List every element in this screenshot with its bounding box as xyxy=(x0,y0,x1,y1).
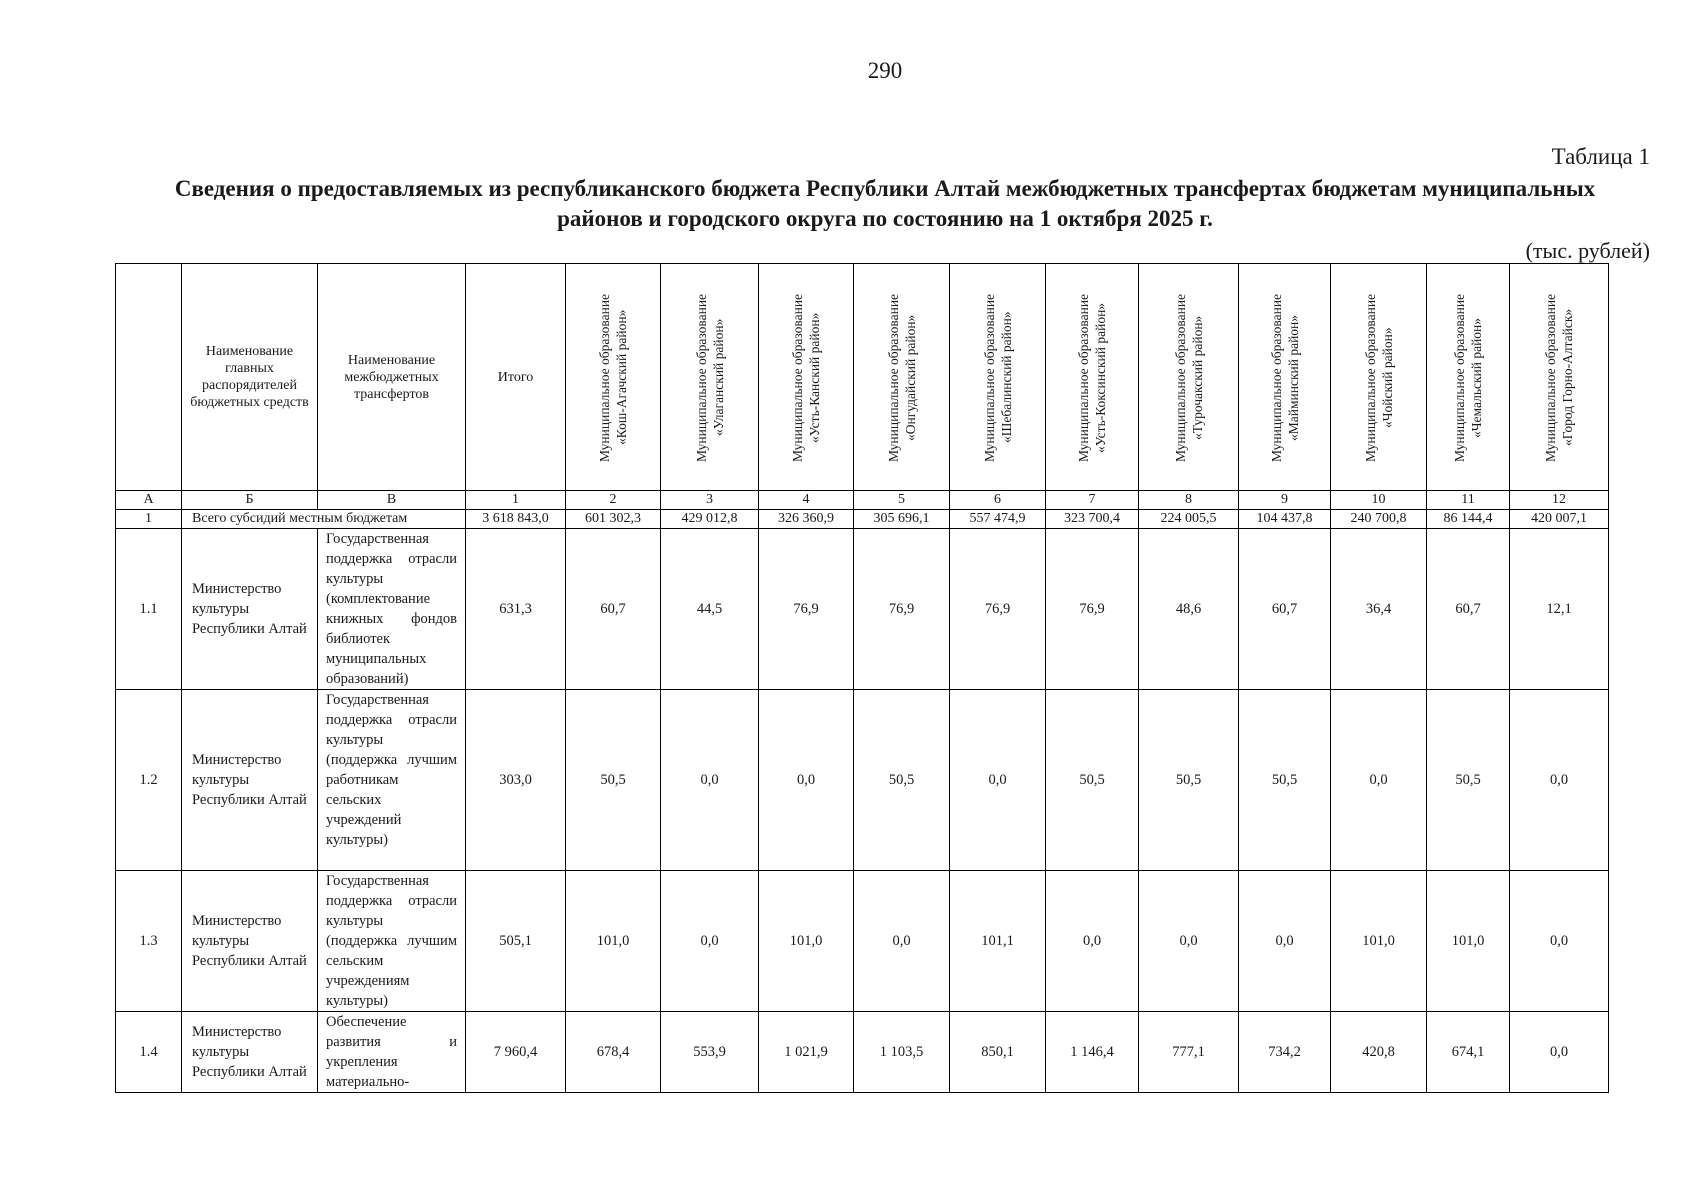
column-index: В xyxy=(318,491,466,510)
cell-value: 1 103,5 xyxy=(854,1012,950,1093)
table-label: Таблица 1 xyxy=(1551,144,1650,169)
column-index: А xyxy=(116,491,182,510)
cell-value: 50,5 xyxy=(1139,690,1239,871)
total-row xyxy=(116,510,1609,529)
header-district xyxy=(854,264,950,491)
cell-value: 50,5 xyxy=(854,690,950,871)
column-index: 9 xyxy=(1239,491,1331,510)
cell-value: 0,0 xyxy=(1510,871,1609,1012)
header-col-a xyxy=(116,264,182,491)
row-number: 1.1 xyxy=(116,529,182,690)
cell-value: 101,1 xyxy=(950,871,1046,1012)
cell-value: 0,0 xyxy=(1139,871,1239,1012)
total-value: 323 700,4 xyxy=(1046,510,1139,529)
cell-value: 76,9 xyxy=(854,529,950,690)
cell-value: 0,0 xyxy=(1510,1012,1609,1093)
column-index: 6 xyxy=(950,491,1046,510)
total-label: Всего субсидий местным бюджетам xyxy=(182,510,466,529)
total-value: 3 618 843,0 xyxy=(466,510,566,529)
cell-value: 631,3 xyxy=(466,529,566,690)
cell-value: 1 146,4 xyxy=(1046,1012,1139,1093)
header-district xyxy=(566,264,661,491)
column-index: 1 xyxy=(466,491,566,510)
cell-value: 850,1 xyxy=(950,1012,1046,1093)
header-district xyxy=(1139,264,1239,491)
cell-value: 0,0 xyxy=(854,871,950,1012)
cell-value: 0,0 xyxy=(1239,871,1331,1012)
header-col-total: Итого xyxy=(466,264,566,491)
header-district xyxy=(1331,264,1427,491)
district-name: Муниципальное образование «Майминский район» xyxy=(1268,292,1301,462)
table-row xyxy=(116,529,1609,690)
transfers-table xyxy=(115,263,1609,1093)
cell-value: 505,1 xyxy=(466,871,566,1012)
column-index: Б xyxy=(182,491,318,510)
cell-value: 0,0 xyxy=(759,690,854,871)
grbs-name: Министерство культуры Республики Алтай xyxy=(182,529,318,690)
header-district xyxy=(950,264,1046,491)
cell-value: 1 021,9 xyxy=(759,1012,854,1093)
cell-value: 734,2 xyxy=(1239,1012,1331,1093)
column-index: 5 xyxy=(854,491,950,510)
cell-value: 50,5 xyxy=(1427,690,1510,871)
cell-value: 50,5 xyxy=(1046,690,1139,871)
total-value: 429 012,8 xyxy=(661,510,759,529)
table-row xyxy=(116,1012,1609,1093)
column-index: 2 xyxy=(566,491,661,510)
cell-value: 76,9 xyxy=(950,529,1046,690)
table-header-row xyxy=(116,264,1609,491)
cell-value: 12,1 xyxy=(1510,529,1609,690)
cell-value: 48,6 xyxy=(1139,529,1239,690)
row-number: 1.2 xyxy=(116,690,182,871)
page-number: 290 xyxy=(867,58,903,83)
district-name: Муниципальное образование «Турочакский район» xyxy=(1172,292,1205,462)
total-value: 305 696,1 xyxy=(854,510,950,529)
transfer-name-text: Государственная поддержка отрасли культуры (поддержка лучшим сельским учреждениям культуры) xyxy=(326,873,457,1009)
header-district xyxy=(1427,264,1510,491)
cell-value: 777,1 xyxy=(1139,1012,1239,1093)
cell-value: 36,4 xyxy=(1331,529,1427,690)
column-index: 8 xyxy=(1139,491,1239,510)
column-index: 11 xyxy=(1427,491,1510,510)
header-col-grbs xyxy=(182,264,318,491)
transfer-name-text: Обеспечение развития и укрепления материально- xyxy=(326,1014,457,1090)
row-number: 1 xyxy=(116,510,182,529)
transfer-name xyxy=(318,529,466,690)
table-row xyxy=(116,690,1609,871)
total-value: 601 302,3 xyxy=(566,510,661,529)
cell-value: 50,5 xyxy=(566,690,661,871)
district-name: Муниципальное образование «Шебалинский район» xyxy=(981,292,1014,462)
cell-value: 674,1 xyxy=(1427,1012,1510,1093)
column-index: 10 xyxy=(1331,491,1427,510)
transfer-name xyxy=(318,1012,466,1093)
header-col-mbt xyxy=(318,264,466,491)
header-district xyxy=(661,264,759,491)
column-index-row xyxy=(116,491,1609,510)
district-name: Муниципальное образование «Чойский район» xyxy=(1362,292,1395,462)
district-name: Муниципальное образование «Усть-Коксинский район» xyxy=(1076,292,1108,462)
column-index: 12 xyxy=(1510,491,1609,510)
cell-value: 303,0 xyxy=(466,690,566,871)
district-name: Муниципальное образование «Усть-Канский район» xyxy=(790,292,822,462)
district-name: Муниципальное образование «Город Горно-Алтайск» xyxy=(1543,292,1575,462)
cell-value: 76,9 xyxy=(1046,529,1139,690)
cell-value: 0,0 xyxy=(1331,690,1427,871)
transfer-name xyxy=(318,871,466,1012)
column-index: 3 xyxy=(661,491,759,510)
header-col-grbs-text: Наименование главных распорядителей бюджетных средств xyxy=(190,344,309,410)
total-value: 326 360,9 xyxy=(759,510,854,529)
transfer-name-text: Государственная поддержка отрасли культуры (комплектование книжных фондов библиотек муниципальных образований) xyxy=(326,531,457,687)
transfer-name xyxy=(318,690,466,871)
header-district xyxy=(1510,264,1609,491)
cell-value: 0,0 xyxy=(1510,690,1609,871)
document-title: Сведения о предоставляемых из республиканского бюджета Республики Алтай межбюджетных трансфертах бюджетам муниципальных районов и городского округа по состоянию на 1 октября 2025 г. xyxy=(174,176,1596,231)
grbs-name: Министерство культуры Республики Алтай xyxy=(182,690,318,871)
cell-value: 44,5 xyxy=(661,529,759,690)
cell-value: 7 960,4 xyxy=(466,1012,566,1093)
cell-value: 60,7 xyxy=(1239,529,1331,690)
header-district xyxy=(1239,264,1331,491)
total-value: 557 474,9 xyxy=(950,510,1046,529)
row-number: 1.4 xyxy=(116,1012,182,1093)
cell-value: 101,0 xyxy=(759,871,854,1012)
cell-value: 0,0 xyxy=(1046,871,1139,1012)
row-number: 1.3 xyxy=(116,871,182,1012)
cell-value: 101,0 xyxy=(566,871,661,1012)
units-label: (тыс. рублей) xyxy=(1525,238,1650,263)
cell-value: 0,0 xyxy=(950,690,1046,871)
district-name: Муниципальное образование «Онгудайский район» xyxy=(885,292,918,462)
cell-value: 0,0 xyxy=(661,690,759,871)
district-name: Муниципальное образование «Чемальский район» xyxy=(1452,292,1484,462)
cell-value: 101,0 xyxy=(1427,871,1510,1012)
header-col-mbt-text: Наименование межбюджетных трансфертов xyxy=(344,352,439,402)
table-row xyxy=(116,871,1609,1012)
grbs-name: Министерство культуры Республики Алтай xyxy=(182,1012,318,1093)
total-value: 240 700,8 xyxy=(1331,510,1427,529)
cell-value: 0,0 xyxy=(661,871,759,1012)
header-district xyxy=(759,264,854,491)
total-value: 86 144,4 xyxy=(1427,510,1510,529)
header-district xyxy=(1046,264,1139,491)
cell-value: 553,9 xyxy=(661,1012,759,1093)
cell-value: 76,9 xyxy=(759,529,854,690)
cell-value: 50,5 xyxy=(1239,690,1331,871)
cell-value: 101,0 xyxy=(1331,871,1427,1012)
cell-value: 60,7 xyxy=(566,529,661,690)
cell-value: 60,7 xyxy=(1427,529,1510,690)
cell-value: 420,8 xyxy=(1331,1012,1427,1093)
district-name: Муниципальное образование «Улаганский район» xyxy=(693,292,726,462)
transfer-name-text: Государственная поддержка отрасли культуры (поддержка лучшим работникам сельских учреждений культуры) xyxy=(326,692,457,848)
total-value: 224 005,5 xyxy=(1139,510,1239,529)
grbs-name: Министерство культуры Республики Алтай xyxy=(182,871,318,1012)
district-name: Муниципальное образование «Кош-Агачский район» xyxy=(597,292,629,462)
cell-value: 678,4 xyxy=(566,1012,661,1093)
total-value: 420 007,1 xyxy=(1510,510,1609,529)
total-value: 104 437,8 xyxy=(1239,510,1331,529)
column-index: 4 xyxy=(759,491,854,510)
column-index: 7 xyxy=(1046,491,1139,510)
